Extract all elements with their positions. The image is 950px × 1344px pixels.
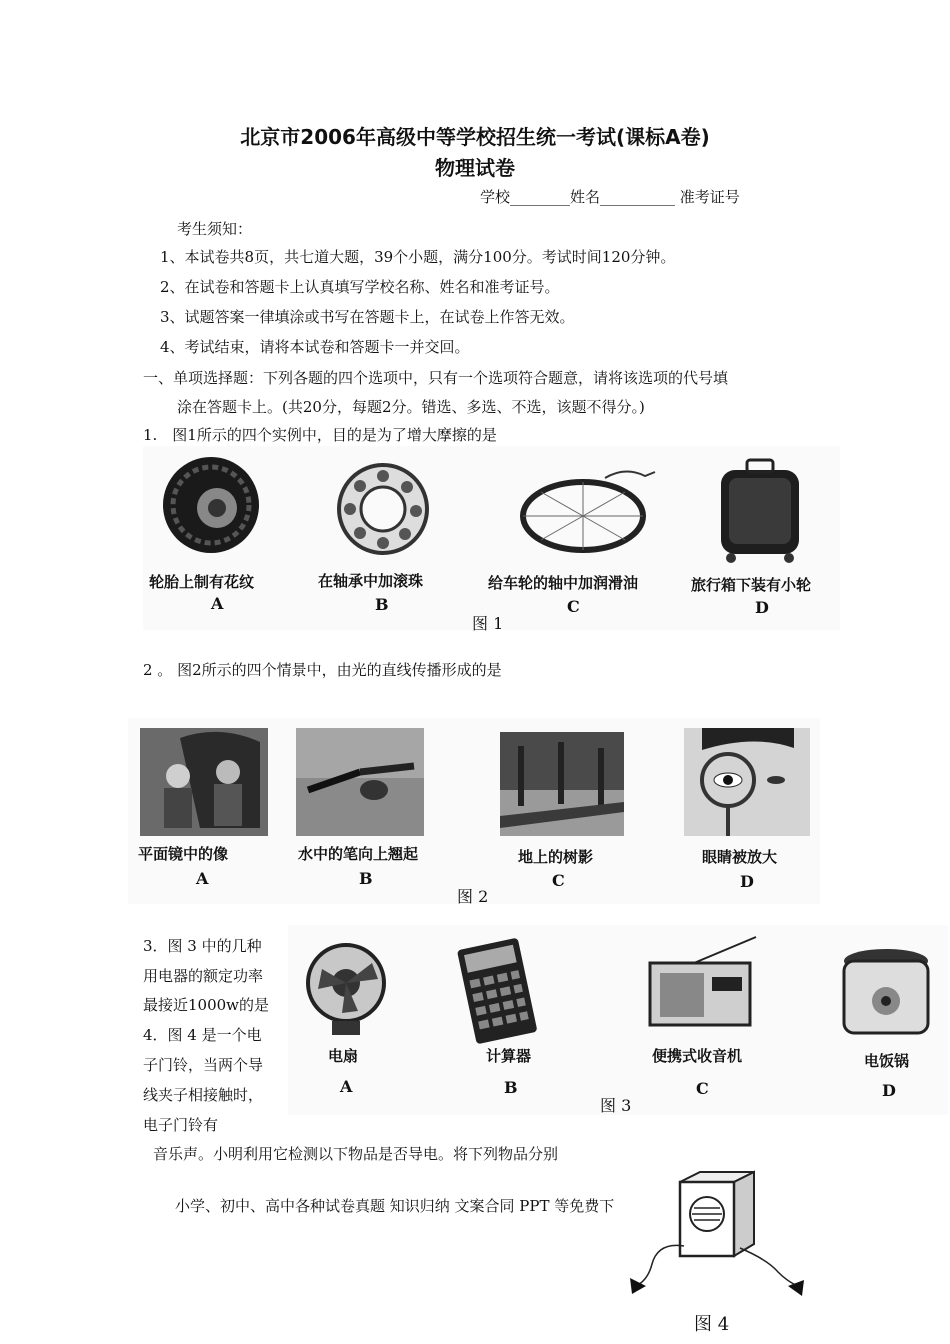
question-4-line: 线夹子相接触时，	[143, 1086, 264, 1104]
question-1-text: 1. 图1所示的四个实例中，目的是为了增大摩擦的是	[143, 426, 497, 444]
figure-3-caption-d: 电饭锅	[864, 1052, 910, 1070]
figure-3-letter-d: D	[882, 1081, 896, 1100]
figure-1-letter-b: B	[375, 595, 389, 614]
doorbell-image	[628, 1168, 808, 1308]
electric-fan-image	[302, 939, 390, 1039]
figure-2-label: 图 2	[457, 887, 489, 906]
figure-1-caption-a: 轮胎上制有花纹	[149, 573, 255, 591]
figure-4	[628, 1168, 808, 1336]
figure-1	[143, 446, 840, 633]
question-3-line: 3．图 3 中的几种	[143, 937, 262, 955]
question-4-line: 子门铃，当两个导	[143, 1056, 264, 1074]
figure-1-letter-d: D	[755, 598, 769, 617]
portable-radio-image	[634, 933, 764, 1033]
question-3-line: 最接近1000w的是	[143, 996, 270, 1014]
bearing-image	[333, 454, 433, 564]
figure-3-caption-b: 计算器	[486, 1047, 532, 1065]
figure-2-caption-d: 眼睛被放大	[702, 848, 778, 866]
figure-2-letter-b: B	[359, 869, 373, 888]
figure-2-caption-b: 水中的笔向上翘起	[298, 845, 419, 863]
figure-3-letter-c: C	[696, 1079, 709, 1098]
student-info-line: 学校________姓名__________ 准考证号	[480, 188, 740, 206]
suitcase-image	[711, 456, 811, 566]
notice-item: 3、试题答案一律填涂或书写在答题卡上，在试卷上作答无效。	[160, 308, 575, 326]
question-2-text: 2 。 图2所示的四个情景中，由光的直线传播形成的是	[143, 661, 502, 679]
tire-image	[159, 450, 269, 560]
pencil-in-water-photo	[296, 728, 424, 836]
question-4-line: 电子门铃有	[143, 1116, 219, 1134]
tree-shadow-photo	[500, 732, 624, 836]
figure-2-letter-c: C	[552, 871, 565, 890]
question-3-line: 用电器的额定功率	[143, 967, 264, 985]
section-instructions-cont: 涂在答题卡上。(共20分，每题2分。错选、多选、不选，该题不得分。)	[177, 398, 645, 416]
figure-1-caption-b: 在轴承中加滚珠	[318, 572, 424, 590]
figure-1-label: 图 1	[472, 614, 504, 633]
figure-1-letter-a: A	[211, 594, 224, 613]
question-4-continuation: 音乐声。小明利用它检测以下物品是否导电。将下列物品分别	[153, 1145, 559, 1163]
notice-item: 1、本试卷共8页，共七道大题，39个小题，满分100分。考试时间120分钟。	[160, 248, 676, 266]
figure-3	[288, 925, 948, 1115]
figure-2	[128, 718, 820, 904]
notice-item: 2、在试卷和答题卡上认真填写学校名称、姓名和准考证号。	[160, 278, 560, 296]
figure-4-label: 图 4	[694, 1314, 730, 1335]
magnified-eye-photo	[684, 728, 810, 836]
section-instructions: 一、单项选择题：下列各题的四个选项中，只有一个选项符合题意，请将该选项的代号填	[143, 369, 729, 387]
figure-3-letter-b: B	[504, 1078, 518, 1097]
figure-3-caption-c: 便携式收音机	[652, 1047, 743, 1065]
footer-ad-text: 小学、初中、高中各种试卷真题 知识归纳 文案合同 PPT 等免费下	[175, 1197, 615, 1215]
figure-2-letter-d: D	[740, 872, 754, 891]
rice-cooker-image	[836, 943, 936, 1043]
figure-3-letter-a: A	[340, 1077, 353, 1096]
figure-1-caption-c: 给车轮的轴中加润滑油	[488, 574, 639, 592]
notice-item: 4、考试结束，请将本试卷和答题卡一并交回。	[160, 338, 470, 356]
figure-2-letter-a: A	[196, 869, 209, 888]
figure-3-label: 图 3	[600, 1096, 632, 1115]
paper-title: 北京市2006年高级中等学校招生统一考试(课标A卷)	[240, 125, 710, 149]
mirror-photo	[140, 728, 268, 836]
notice-heading: 考生须知：	[177, 220, 253, 238]
figure-2-caption-c: 地上的树影	[518, 848, 594, 866]
calculator-image	[454, 935, 540, 1045]
figure-1-caption-d: 旅行箱下装有小轮	[691, 576, 812, 594]
bicycle-wheel-image	[515, 458, 665, 558]
paper-subtitle: 物理试卷	[435, 156, 515, 180]
figure-1-letter-c: C	[567, 597, 580, 616]
figure-2-caption-a: 平面镜中的像	[138, 845, 229, 863]
question-4-line: 4．图 4 是一个电	[143, 1026, 262, 1044]
figure-3-caption-a: 电扇	[328, 1047, 359, 1065]
